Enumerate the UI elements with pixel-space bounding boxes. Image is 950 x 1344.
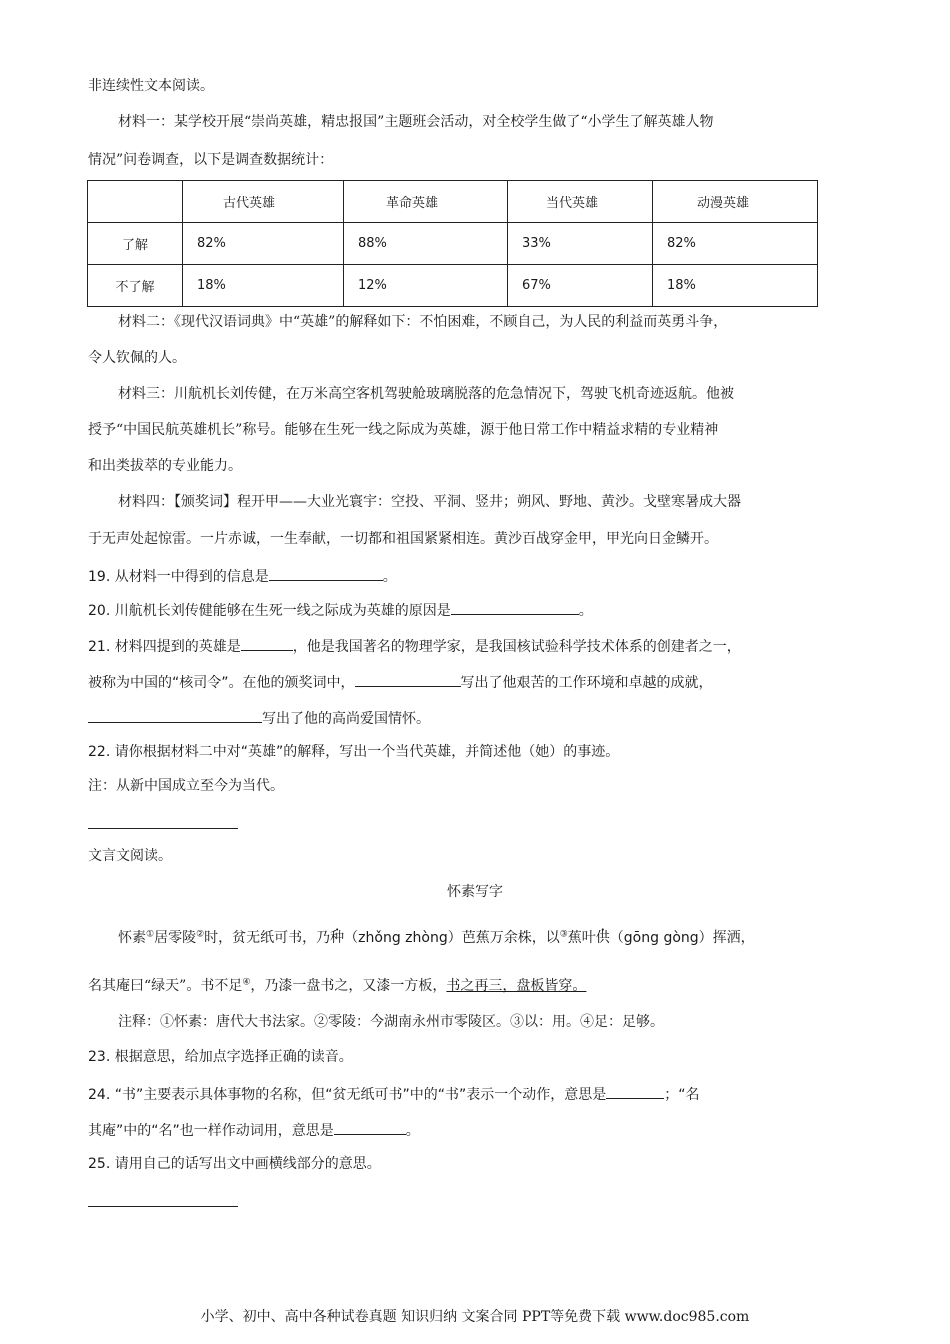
footnote-marker: ③	[559, 929, 568, 940]
answer-blank[interactable]	[241, 634, 293, 651]
question-22: 22. 请你根据材料二中对“英雄”的解释，写出一个当代英雄，并简述他（她）的事迹。	[88, 744, 620, 760]
table-cell: 82%	[183, 223, 344, 265]
footnote-marker: ①	[146, 929, 155, 940]
pinyin-options: （zhǒng zhòng）	[344, 930, 462, 946]
answer-blank[interactable]	[355, 670, 461, 687]
answer-line[interactable]	[88, 828, 238, 829]
passage-notes: 注释：①怀素：唐代大书法家。②零陵：今湖南永州市零陵区。③以：用。④足：足够。	[118, 1014, 664, 1030]
material3-line3: 和出类拔萃的专业能力。	[88, 458, 242, 474]
table-header-cell: 当代英雄	[508, 181, 653, 223]
passage-text: 居零陵	[154, 930, 197, 946]
question-text: 。	[405, 1123, 420, 1139]
section-title-classical: 文言文阅读。	[88, 848, 172, 864]
table-cell: 12%	[344, 265, 508, 307]
material3-line2: 授予“中国民航英雄机长”称号。能够在生死一线之际成为英雄，源于他日常工作中精益求精的专业精神	[88, 422, 719, 438]
table-cell: 33%	[508, 223, 653, 265]
question-19	[88, 564, 870, 587]
question-text: 。	[578, 603, 593, 619]
question-text: 。	[382, 569, 397, 585]
question-text: 21. 材料四提到的英雄是	[88, 639, 241, 655]
passage-line1	[118, 928, 870, 948]
question-23: 23. 根据意思，给加点字选择正确的读音。	[88, 1049, 353, 1065]
answer-line[interactable]	[88, 1206, 238, 1207]
question-21	[88, 634, 870, 657]
table-row-label: 不了解	[88, 265, 183, 307]
passage-text: 名其庵曰“绿天”。书不足	[88, 978, 243, 994]
table-cell: 67%	[508, 265, 653, 307]
table-header-row	[88, 181, 818, 223]
table-cell: 18%	[653, 265, 818, 307]
passage-text: 芭蕉万余株，以	[461, 930, 560, 946]
table-cell: 82%	[653, 223, 818, 265]
passage-text: 时，贫无纸可书，乃	[204, 930, 331, 946]
material3-line1: 材料三：川航机长刘传健，在万米高空客机驾驶舱玻璃脱落的危急情况下，驾驶飞机奇迹返航。他被	[118, 386, 734, 402]
table-cell: 88%	[344, 223, 508, 265]
passage-text: 怀素	[118, 930, 146, 946]
question-25: 25. 请用自己的话写出文中画横线部分的意思。	[88, 1156, 381, 1172]
table-row	[88, 265, 818, 307]
table-cell	[88, 181, 183, 223]
passage-text: 蕉叶	[567, 930, 596, 946]
material2-line2: 令人钦佩的人。	[88, 350, 186, 366]
answer-blank[interactable]	[269, 564, 383, 581]
table-row	[88, 223, 818, 265]
question-21-line2	[88, 670, 870, 693]
question-text: 写出了他艰苦的工作环境和卓越的成就，	[460, 675, 713, 691]
answer-blank[interactable]	[606, 1082, 664, 1099]
footnote-marker: ④	[242, 977, 251, 988]
passage-line2	[88, 976, 870, 996]
table-header-cell: 革命英雄	[344, 181, 508, 223]
table-cell: 18%	[183, 265, 344, 307]
page-footer: 小学、初中、高中各种试卷真题 知识归纳 文案合同 PPT等免费下载 www.doc985.com	[200, 1309, 750, 1325]
question-21-line3	[88, 706, 870, 729]
question-text: 其庵”中的“名”也一样作动词用，意思是	[88, 1123, 334, 1139]
question-text: ，他是我国著名的物理学家，是我国核试验科学技术体系的创建者之一，	[292, 639, 741, 655]
question-text: 19. 从材料一中得到的信息是	[88, 569, 269, 585]
underlined-sentence: 书之再三，盘板皆穿。	[446, 978, 587, 994]
material1-line1: 材料一：某学校开展“崇尚英雄，精忠报国”主题班会活动，对全校学生做了“小学生了解英雄人物	[118, 114, 714, 130]
question-24-line2	[88, 1118, 870, 1141]
question-text: 24. “书”主要表示具体事物的名称，但“贫无纸可书”中的“书”表示一个动作，意思是	[88, 1087, 607, 1103]
question-22-note: 注：从新中国成立至今为当代。	[88, 778, 284, 794]
material4-line1: 材料四：【颁奖词】程开甲——大业光寰宇：空投、平洞、竖井；朔风、野地、黄沙。戈壁寒暑成大器	[118, 494, 741, 510]
pinyin-options: （gōng gòng）	[609, 930, 713, 946]
passage-title: 怀素写字	[447, 884, 503, 900]
material4-line2: 于无声处起惊雷。一片赤诚，一生奉献，一切都和祖国紧紧相连。黄沙百战穿金甲，甲光向日金鳞开。	[88, 531, 718, 547]
question-text: 写出了他的高尚爱国情怀。	[262, 711, 430, 727]
passage-text: ，乃漆一盘书之，又漆一方板，	[250, 978, 447, 994]
answer-blank[interactable]	[451, 598, 579, 615]
material2-line1: 材料二：《现代汉语词典》中“英雄”的解释如下：不怕困难，不顾自己，为人民的利益而英勇斗争，	[118, 314, 728, 330]
material1-line2: 情况”问卷调查，以下是调查数据统计：	[88, 152, 334, 168]
section-title-nonlinear: 非连续性文本阅读。	[88, 78, 214, 94]
question-text: 20. 川航机长刘传健能够在生死一线之际成为英雄的原因是	[88, 603, 451, 619]
dotted-character: 供	[595, 930, 610, 946]
table-row-label: 了解	[88, 223, 183, 265]
question-text: ；“名	[664, 1087, 700, 1103]
survey-table	[87, 180, 818, 307]
question-24	[88, 1082, 870, 1105]
dotted-character: 种	[330, 930, 345, 946]
answer-blank[interactable]	[88, 706, 262, 723]
answer-blank[interactable]	[334, 1118, 406, 1135]
passage-text: 挥洒，	[712, 930, 755, 946]
table-header-cell: 动漫英雄	[653, 181, 818, 223]
question-text: 被称为中国的“核司令”。在他的颁奖词中，	[88, 675, 355, 691]
question-20	[88, 598, 870, 621]
footnote-marker: ②	[196, 929, 205, 940]
table-header-cell: 古代英雄	[183, 181, 344, 223]
